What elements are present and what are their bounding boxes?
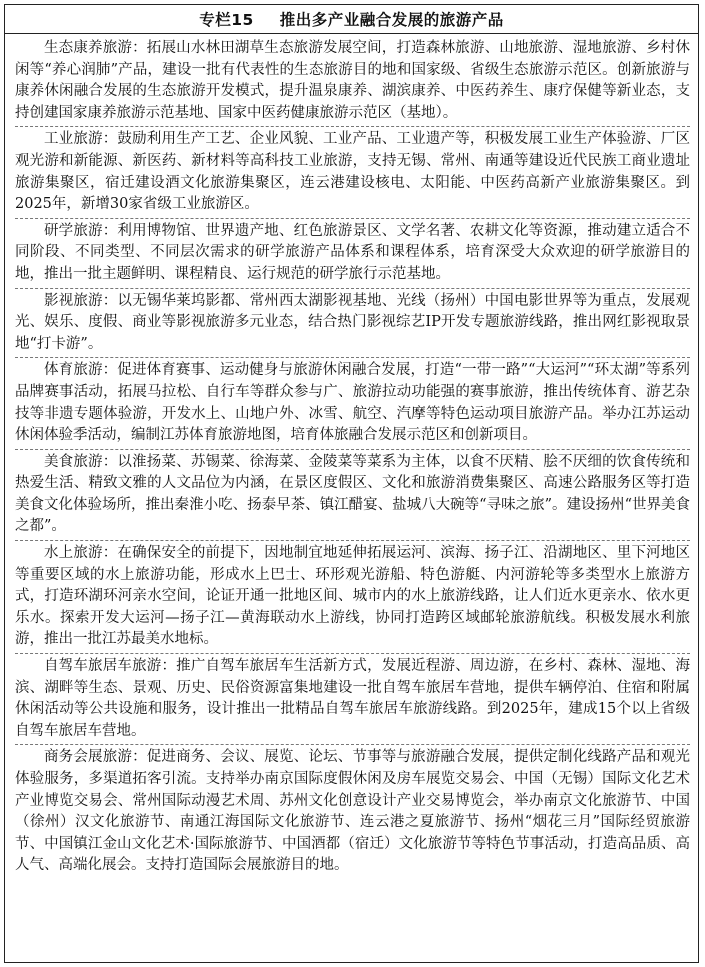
dashed-divider (15, 449, 690, 450)
paragraph-rv-tourism: 自驾车旅居车旅游：推广自驾车旅居车生活新方式，发展近程游、周边游，在乡村、森林、湿地、海滨、湖畔等生态、景观、历史、民俗资源富集地建设一批自驾车旅居车营地，提供车辆停泊、住宿和附属休闲活动等公共设施和服务，设计推出一批精品自驾车旅居车旅游线路。到2025年，建成15个以上省级自驾车旅居车营地。 (15, 658, 690, 739)
column-content (5, 34, 698, 877)
paragraph-industrial-tourism: 工业旅游：鼓励利用生产工艺、企业风貌、工业产品、工业遗产等，积极发展工业生产体验游、厂区观光游和新能源、新医药、新材料等高科技工业旅游，支持无锡、常州、南通等建设近代民族工商业遗址旅游集聚区，宿迁建设酒文化旅游集聚区，连云港建设核电、太阳能、中医药高新产业旅游集聚区。到2025年，新增30家省级工业旅游区。 (15, 131, 690, 213)
dashed-divider (15, 218, 690, 219)
column-header (5, 5, 698, 34)
column-number: 专栏15 (199, 11, 254, 29)
dashed-divider (15, 288, 690, 289)
paragraph-sports-tourism: 体育旅游：促进体育赛事、运动健身与旅游休闲融合发展，打造“一带一路”“大运河”“环太湖”等系列品牌赛事活动，拓展马拉松、自行车等群众参与广、旅游拉动功能强的赛事旅游，推出传统体育、游艺杂技等非遗专题体验游，开发水上、山地户外、冰雪、航空、汽摩等特色运动项目旅游产品。举办江苏运动休闲体验季活动，编制江苏体育旅游地图，培育体旅融合发展示范区和创新项目。 (15, 362, 690, 444)
dashed-divider (15, 653, 690, 654)
paragraph-eco-wellness-tourism: 生态康养旅游：拓展山水林田湖草生态旅游发展空间，打造森林旅游、山地旅游、湿地旅游、乡村休闲等“养心润肺”产品，建设一批有代表性的生态旅游目的地和国家级、省级生态旅游示范区。创新旅游与康养休闲融合发展的生态旅游开发模式，提升温泉康养、湖滨康养、中医药养生、康疗保健等新业态，支持创建国家康养旅游示范基地、国家中医药健康旅游示范区（基地）。 (15, 40, 690, 121)
dashed-divider (15, 357, 690, 358)
paragraph-food-tourism: 美食旅游：以淮扬菜、苏锡菜、徐海菜、金陵菜等菜系为主体，以食不厌精、脍不厌细的饮食传统和热爱生活、精致文雅的人文品位为内涵，在景区度假区、文化和旅游消费集聚区、高速公路服务区等打造美食文化体验场所，推出秦淮小吃、扬泰早茶、镇江醋宴、盐城八大碗等“寻味之旅”。建设扬州“世界美食之都”。 (15, 453, 690, 535)
dashed-divider (15, 744, 690, 745)
paragraph-water-tourism: 水上旅游：在确保安全的前提下，因地制宜地延伸拓展运河、滨海、扬子江、沿湖地区、里下河地区等重要区域的水上旅游功能，形成水上巴士、环形观光游船、特色游艇、内河游轮等多类型水上旅游方式，打造环湖环河亲水空间，论证开通一批地区间、城市内的水上旅游线路，让人们近水更亲水、依水更乐水。探索开发大运河—扬子江—黄海联动水上游线，协同打造跨区域邮轮旅游航线。积极发展水利旅游，推出一批江苏最美水地标。 (15, 545, 690, 648)
dashed-divider (15, 126, 690, 127)
paragraph-film-tourism: 影视旅游：以无锡华莱坞影都、常州西太湖影视基地、光线（扬州）中国电影世界等为重点，发展观光、娱乐、度假、商业等影视旅游多元业态，结合热门影视综艺IP开发专题旅游线路，推出网红影视取景地“打卡游”。 (15, 292, 690, 352)
column-box (4, 4, 699, 963)
dashed-divider (15, 540, 690, 541)
paragraph-study-tourism: 研学旅游：利用博物馆、世界遗产地、红色旅游景区、文学名著、农耕文化等资源，推动建立适合不同阶段、不同类型、不同层次需求的研学旅游产品体系和课程体系，培育深受大众欢迎的研学旅游目的地，推出一批主题鲜明、课程精良、运行规范的研学旅行示范基地。 (15, 222, 690, 282)
paragraph-business-exhibition-tourism: 商务会展旅游：促进商务、会议、展览、论坛、节事等与旅游融合发展，提供定制化线路产品和观光体验服务，多渠道拓客引流。支持举办南京国际度假休闲及房车展览交易会、中国（无锡）国际文化艺术产业博览交易会、常州国际动漫艺术周、苏州文化创意设计产业交易博览会，举办南京文化旅游节、中国（徐州）汉文化旅游节、南通江海国际文化旅游节、连云港之夏旅游节、扬州“烟花三月”国际经贸旅游节、中国镇江金山文化艺术·国际旅游节、中国酒都（宿迁）文化旅游节等特色节事活动，打造高品质、高人气、高端化展会。支持打造国际会展旅游目的地。 (15, 749, 690, 874)
column-title: 推出多产业融合发展的旅游产品 (279, 11, 504, 29)
